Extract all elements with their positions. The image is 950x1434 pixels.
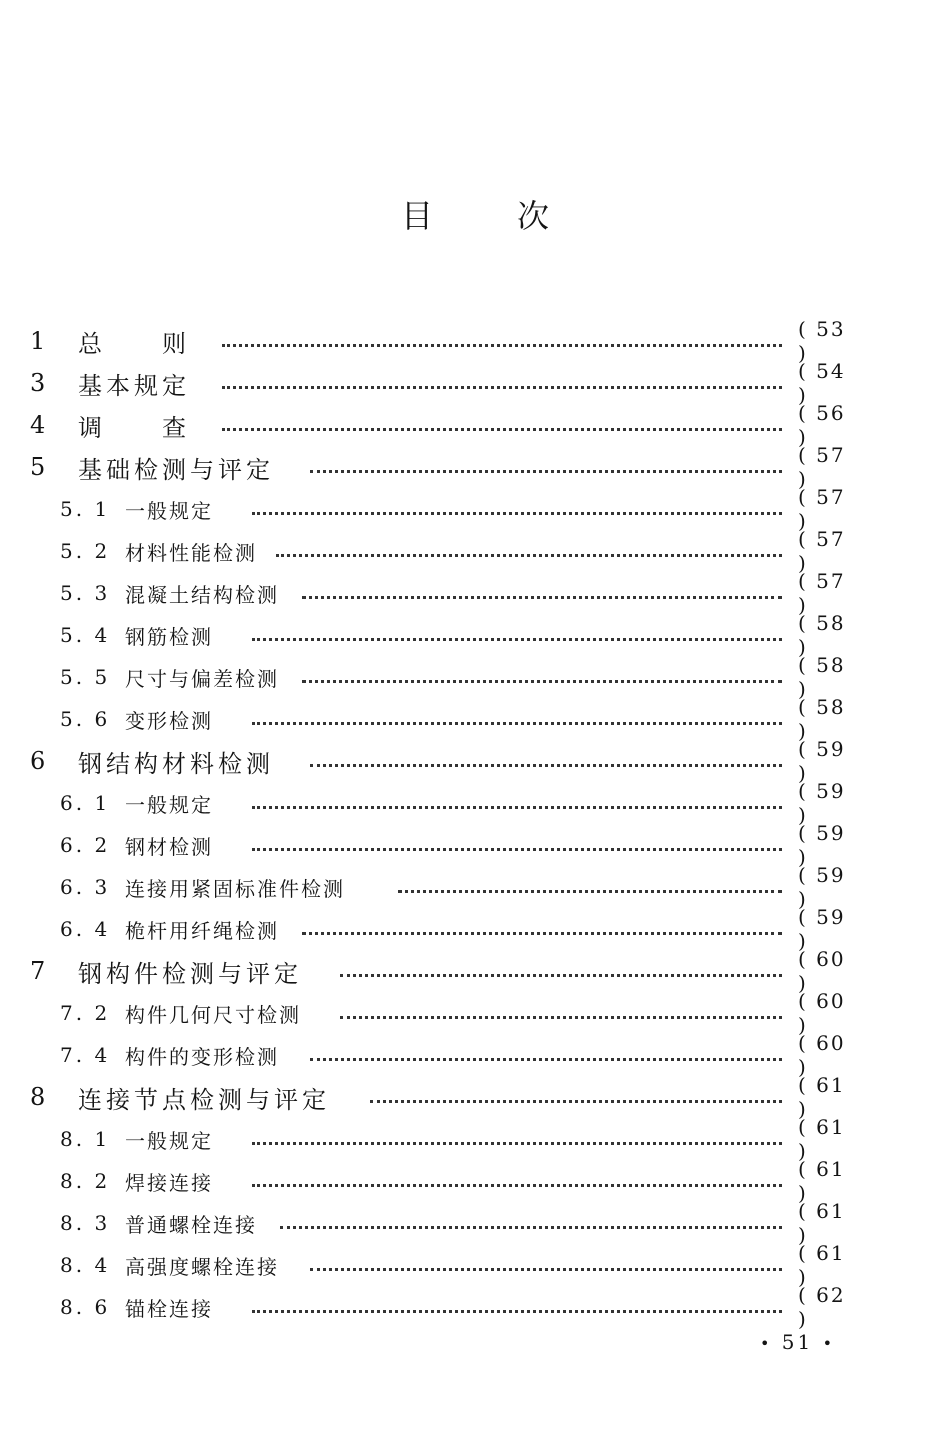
toc-entry-chapter[interactable]: [0, 443, 950, 491]
leader-dots: [340, 1016, 782, 1019]
entry-number: 6. 4: [60, 917, 111, 941]
entry-page: ( 54 ): [798, 359, 846, 407]
toc-entry-chapter[interactable]: [0, 947, 950, 995]
leader-dots: [252, 848, 782, 851]
entry-number: 7. 2: [60, 1001, 111, 1025]
leader-dots: [222, 428, 782, 431]
page-number: [760, 1330, 835, 1354]
entry-title: 混凝土结构检测: [125, 582, 279, 607]
entry-number: 8. 1: [60, 1127, 111, 1151]
entry-title: 构件的变形检测: [125, 1044, 279, 1069]
toc-entry-section[interactable]: [0, 1115, 950, 1163]
entry-number: 8. 4: [60, 1253, 111, 1277]
leader-dots: [252, 512, 782, 515]
toc-entry-chapter[interactable]: [0, 359, 950, 407]
toc-entry-section[interactable]: [0, 485, 950, 533]
leader-dots: [302, 596, 782, 599]
entry-number: 8. 3: [60, 1211, 111, 1235]
entry-title: 钢结构材料检测: [78, 749, 274, 778]
entry-page: ( 60 ): [798, 989, 846, 1037]
table-of-contents: [0, 317, 950, 1331]
entry-number: 5. 2: [60, 539, 111, 563]
entry-page: ( 61 ): [798, 1073, 846, 1121]
entry-number: 8. 6: [60, 1295, 111, 1319]
entry-title: 一般规定: [125, 498, 213, 523]
toc-entry-section[interactable]: [0, 1241, 950, 1289]
entry-page: ( 61 ): [798, 1115, 846, 1163]
folio-bullet-left: •: [760, 1334, 773, 1353]
leader-dots: [280, 1226, 782, 1229]
leader-dots: [310, 764, 782, 767]
toc-entry-section[interactable]: [0, 863, 950, 911]
entry-title: 一般规定: [125, 792, 213, 817]
leader-dots: [222, 344, 782, 347]
entry-page: ( 59 ): [798, 779, 846, 827]
entry-page: ( 60 ): [798, 1031, 846, 1079]
entry-title: 桅杆用纤绳检测: [125, 918, 279, 943]
entry-page: ( 57 ): [798, 527, 846, 575]
leader-dots: [398, 890, 782, 893]
entry-title: 普通螺栓连接: [125, 1212, 257, 1237]
leader-dots: [252, 638, 782, 641]
entry-page: ( 57 ): [798, 443, 846, 491]
entry-number: 5. 4: [60, 623, 111, 647]
entry-title: 连接用紧固标准件检测: [125, 876, 345, 901]
entry-page: ( 60 ): [798, 947, 846, 995]
entry-number: 8. 2: [60, 1169, 111, 1193]
entry-title: 调 查: [78, 413, 190, 442]
entry-page: ( 57 ): [798, 569, 846, 617]
leader-dots: [370, 1100, 782, 1103]
entry-number: 5. 5: [60, 665, 111, 689]
entry-number: 5: [30, 453, 46, 481]
folio-bullet-right: •: [822, 1334, 836, 1353]
leader-dots: [276, 554, 782, 557]
entry-number: 4: [30, 411, 46, 439]
entry-title: 高强度螺栓连接: [125, 1254, 279, 1279]
leader-dots: [310, 470, 782, 473]
toc-entry-chapter[interactable]: [0, 317, 950, 365]
entry-number: 6: [30, 747, 46, 775]
entry-number: 3: [30, 369, 46, 397]
toc-entry-section[interactable]: [0, 1157, 950, 1205]
entry-number: 6. 2: [60, 833, 111, 857]
entry-number: 1: [30, 327, 46, 355]
entry-page: ( 62 ): [798, 1283, 846, 1331]
entry-page: ( 58 ): [798, 653, 846, 701]
entry-title: 尺寸与偏差检测: [125, 666, 279, 691]
leader-dots: [252, 722, 782, 725]
toc-entry-section[interactable]: [0, 611, 950, 659]
toc-entry-section[interactable]: [0, 1031, 950, 1079]
toc-entry-section[interactable]: [0, 905, 950, 953]
leader-dots: [302, 932, 782, 935]
leader-dots: [222, 386, 782, 389]
entry-page: ( 58 ): [798, 611, 846, 659]
entry-number: 6. 3: [60, 875, 111, 899]
entry-page: ( 58 ): [798, 695, 846, 743]
entry-page: ( 56 ): [798, 401, 846, 449]
entry-title: 基本规定: [78, 371, 190, 400]
leader-dots: [340, 974, 782, 977]
toc-entry-chapter[interactable]: [0, 401, 950, 449]
toc-entry-section[interactable]: [0, 527, 950, 575]
toc-entry-section[interactable]: [0, 821, 950, 869]
toc-entry-section[interactable]: [0, 779, 950, 827]
entry-page: ( 53 ): [798, 317, 846, 365]
entry-title: 焊接连接: [125, 1170, 213, 1195]
entry-title: 一般规定: [125, 1128, 213, 1153]
page-title: [0, 196, 950, 236]
entry-number: 8: [30, 1083, 46, 1111]
page-title-char-2: 次: [517, 197, 550, 235]
toc-entry-chapter[interactable]: [0, 737, 950, 785]
entry-page: ( 59 ): [798, 821, 846, 869]
entry-title: 钢筋检测: [125, 624, 213, 649]
entry-title: 总 则: [78, 329, 190, 358]
entry-page: ( 59 ): [798, 737, 846, 785]
entry-number: 5. 1: [60, 497, 111, 521]
toc-entry-section[interactable]: [0, 1199, 950, 1247]
entry-title: 变形检测: [125, 708, 213, 733]
leader-dots: [310, 1268, 782, 1271]
toc-entry-section[interactable]: [0, 569, 950, 617]
entry-page: ( 61 ): [798, 1241, 846, 1289]
entry-number: 5. 3: [60, 581, 111, 605]
entry-title: 材料性能检测: [125, 540, 257, 565]
entry-title: 锚栓连接: [125, 1296, 213, 1321]
leader-dots: [252, 1184, 782, 1187]
leader-dots: [252, 1310, 782, 1313]
entry-number: 6. 1: [60, 791, 111, 815]
entry-page: ( 61 ): [798, 1199, 846, 1247]
entry-page: ( 59 ): [798, 905, 846, 953]
entry-title: 基础检测与评定: [78, 455, 274, 484]
leader-dots: [310, 1058, 782, 1061]
entry-number: 5. 6: [60, 707, 111, 731]
toc-entry-section[interactable]: [0, 653, 950, 701]
leader-dots: [252, 806, 782, 809]
page-title-char-1: 目: [400, 197, 433, 235]
entry-number: 7. 4: [60, 1043, 111, 1067]
toc-entry-section[interactable]: [0, 1283, 950, 1331]
toc-entry-chapter[interactable]: [0, 1073, 950, 1121]
entry-page: ( 61 ): [798, 1157, 846, 1205]
leader-dots: [302, 680, 782, 683]
leader-dots: [252, 1142, 782, 1145]
entry-title: 连接节点检测与评定: [78, 1085, 330, 1114]
entry-title: 构件几何尺寸检测: [125, 1002, 301, 1027]
entry-title: 钢材检测: [125, 834, 213, 859]
toc-entry-section[interactable]: [0, 695, 950, 743]
entry-number: 7: [30, 957, 46, 985]
entry-title: 钢构件检测与评定: [78, 959, 302, 988]
folio-number: 51: [781, 1330, 814, 1354]
entry-page: ( 59 ): [798, 863, 846, 911]
entry-page: ( 57 ): [798, 485, 846, 533]
toc-entry-section[interactable]: [0, 989, 950, 1037]
